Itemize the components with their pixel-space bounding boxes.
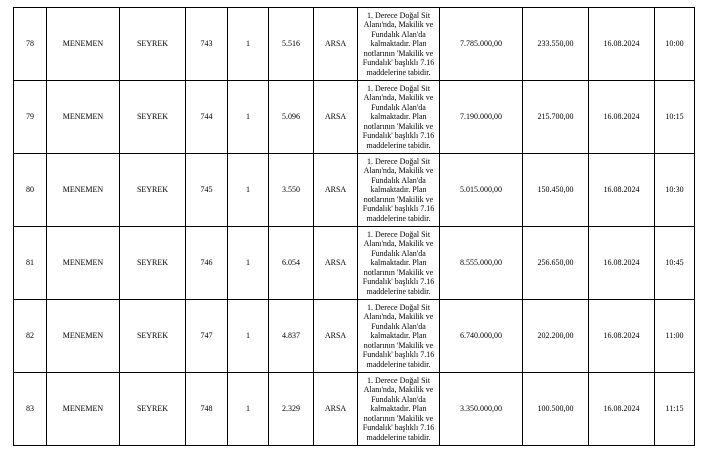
deposit: 215.700,00 — [523, 81, 589, 154]
row-number: 83 — [14, 373, 47, 446]
parcel-number: 1 — [228, 8, 269, 81]
area: 5.096 — [269, 81, 314, 154]
description: 1. Derece Doğal Sit Alanı'nda, Makilik ve Fundalık Alan'da kalmaktadır. Plan notlarının 'Makilik ve Fundalık' başlıklı 7.16 maddelerine tabidir. — [358, 8, 440, 81]
district: MENEMEN — [47, 300, 120, 373]
description: 1. Derece Doğal Sit Alanı'nda, Makilik ve Fundalık Alan'da kalmaktadır. Plan notlarının 'Makilik ve Fundalık' başlıklı 7.16 maddelerine tabidir. — [358, 227, 440, 300]
area: 3.550 — [269, 154, 314, 227]
block-number: 746 — [186, 227, 228, 300]
row-number: 80 — [14, 154, 47, 227]
neighborhood: SEYREK — [120, 227, 186, 300]
table-row — [14, 8, 695, 81]
block-number: 748 — [186, 373, 228, 446]
tender-time: 11:00 — [655, 300, 695, 373]
description: 1. Derece Doğal Sit Alanı'nda, Makilik ve Fundalık Alan'da kalmaktadır. Plan notlarının 'Makilik ve Fundalık' başlıklı 7.16 maddelerine tabidir. — [358, 81, 440, 154]
tender-time: 10:00 — [655, 8, 695, 81]
block-number: 743 — [186, 8, 228, 81]
row-number: 79 — [14, 81, 47, 154]
land-type: ARSA — [314, 373, 358, 446]
table-row — [14, 154, 695, 227]
area: 2.329 — [269, 373, 314, 446]
block-number: 747 — [186, 300, 228, 373]
estimated-price: 7.785.000,00 — [440, 8, 523, 81]
tender-time: 10:15 — [655, 81, 695, 154]
table-row — [14, 300, 695, 373]
tender-date: 16.08.2024 — [589, 8, 655, 81]
land-type: ARSA — [314, 227, 358, 300]
estimated-price: 8.555.000,00 — [440, 227, 523, 300]
estimated-price: 6.740.000,00 — [440, 300, 523, 373]
district: MENEMEN — [47, 373, 120, 446]
land-type: ARSA — [314, 300, 358, 373]
district: MENEMEN — [47, 154, 120, 227]
tender-date: 16.08.2024 — [589, 373, 655, 446]
tender-time: 10:30 — [655, 154, 695, 227]
deposit: 233.550,00 — [523, 8, 589, 81]
parcel-number: 1 — [228, 373, 269, 446]
deposit: 100.500,00 — [523, 373, 589, 446]
land-type: ARSA — [314, 81, 358, 154]
description: 1. Derece Doğal Sit Alanı'nda, Makilik ve Fundalık Alan'da kalmaktadır. Plan notlarının 'Makilik ve Fundalık' başlıklı 7.16 maddelerine tabidir. — [358, 154, 440, 227]
district: MENEMEN — [47, 227, 120, 300]
tender-date: 16.08.2024 — [589, 227, 655, 300]
neighborhood: SEYREK — [120, 300, 186, 373]
tender-date: 16.08.2024 — [589, 81, 655, 154]
neighborhood: SEYREK — [120, 8, 186, 81]
neighborhood: SEYREK — [120, 81, 186, 154]
parcel-table — [13, 7, 695, 446]
row-number: 82 — [14, 300, 47, 373]
land-type: ARSA — [314, 8, 358, 81]
parcel-number: 1 — [228, 154, 269, 227]
district: MENEMEN — [47, 8, 120, 81]
tender-date: 16.08.2024 — [589, 154, 655, 227]
description: 1. Derece Doğal Sit Alanı'nda, Makilik ve Fundalık Alan'da kalmaktadır. Plan notlarının 'Makilik ve Fundalık' başlıklı 7.16 maddelerine tabidir. — [358, 373, 440, 446]
tender-time: 10:45 — [655, 227, 695, 300]
tender-time: 11:15 — [655, 373, 695, 446]
estimated-price: 3.350.000,00 — [440, 373, 523, 446]
neighborhood: SEYREK — [120, 373, 186, 446]
block-number: 745 — [186, 154, 228, 227]
table-row — [14, 227, 695, 300]
estimated-price: 5.015.000,00 — [440, 154, 523, 227]
estimated-price: 7.190.000,00 — [440, 81, 523, 154]
row-number: 78 — [14, 8, 47, 81]
deposit: 150.450,00 — [523, 154, 589, 227]
area: 6.054 — [269, 227, 314, 300]
parcel-number: 1 — [228, 300, 269, 373]
parcel-number: 1 — [228, 227, 269, 300]
area: 5.516 — [269, 8, 314, 81]
block-number: 744 — [186, 81, 228, 154]
area: 4.837 — [269, 300, 314, 373]
tender-date: 16.08.2024 — [589, 300, 655, 373]
table-row — [14, 81, 695, 154]
description: 1. Derece Doğal Sit Alanı'nda, Makilik ve Fundalık Alan'da kalmaktadır. Plan notlarının 'Makilik ve Fundalık' başlıklı 7.16 maddelerine tabidir. — [358, 300, 440, 373]
district: MENEMEN — [47, 81, 120, 154]
table-row — [14, 373, 695, 446]
deposit: 202.200,00 — [523, 300, 589, 373]
land-type: ARSA — [314, 154, 358, 227]
row-number: 81 — [14, 227, 47, 300]
parcel-number: 1 — [228, 81, 269, 154]
neighborhood: SEYREK — [120, 154, 186, 227]
deposit: 256.650,00 — [523, 227, 589, 300]
